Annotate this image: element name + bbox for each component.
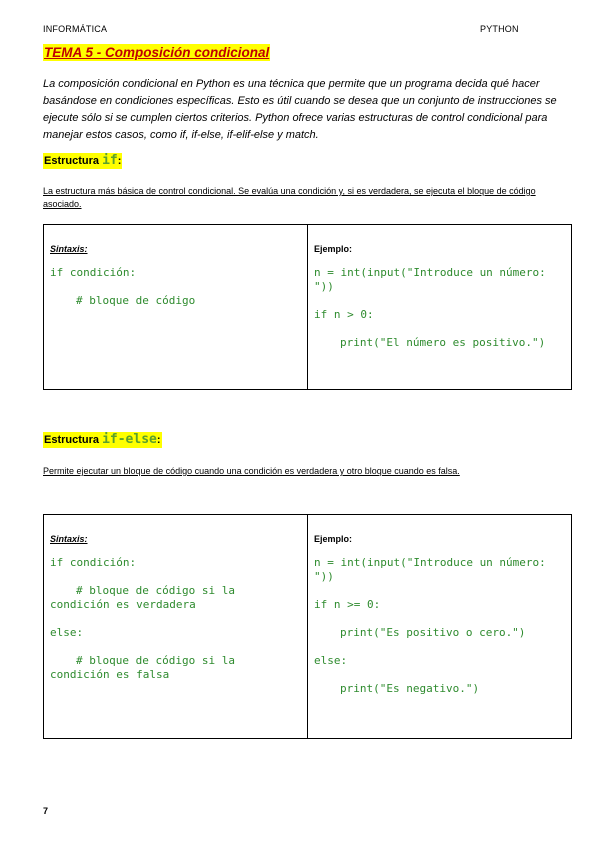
if-else-example-line: if n >= 0: [314, 598, 381, 611]
if-syntax-label: Sintaxis: [50, 244, 88, 254]
if-example-label: Ejemplo: [314, 244, 353, 254]
section-if-else-description: Permite ejecutar un bloque de código cuando una condición es verdadera y otro bloque cuando es falsa. [43, 466, 460, 476]
if-example-line: print("El número es positivo.") [340, 336, 546, 349]
section-if-title-prefix: Estructura [44, 155, 103, 167]
if-syntax-cell [44, 225, 308, 389]
if-else-syntax-line: # bloque de código si la condición es falsa [50, 654, 242, 681]
if-example-line: if n > 0: [314, 308, 374, 321]
section-if-else-title [43, 432, 162, 448]
page-number: 7 [43, 806, 49, 816]
if-example-line: n = int(input("Introduce un número: ")) [314, 266, 553, 293]
if-else-example-label: Ejemplo: [314, 534, 353, 544]
if-else-syntax-line: if condición: [50, 556, 137, 569]
if-else-syntax-line: else: [50, 626, 84, 639]
if-else-example-line: print("Es negativo.") [340, 682, 480, 695]
if-else-syntax-label: Sintaxis: [50, 534, 88, 544]
section-if-title-code: if [102, 153, 118, 168]
if-else-example-line: n = int(input("Introduce un número: ")) [314, 556, 553, 583]
page-title: TEMA 5 - Composición condicional [44, 45, 270, 60]
intro-paragraph: La composición condicional en Python es una técnica que permite que un programa decida qué hacer basándose en condiciones específicas. Esto es útil cuando se desea que un conjunto de instrucciones se ejecute sólo si se cumplen ciertos criterios. Python ofrece varias estructuras de control condicional para manejar estos casos, como if, if-else, if-elif-else y match. [43, 78, 557, 141]
if-else-example-line: else: [314, 654, 348, 667]
section-if-else-title-code: if-else [102, 432, 157, 447]
header-course: PYTHON [480, 24, 519, 34]
if-else-syntax-line: # bloque de código si la condición es verdadera [50, 584, 242, 611]
if-else-code-table [43, 514, 572, 739]
if-else-example-line: print("Es positivo o cero.") [340, 626, 526, 639]
section-if-title-suffix: : [117, 155, 122, 167]
if-syntax-line: if condición: [50, 266, 137, 279]
section-if-else-title-suffix: : [156, 434, 161, 446]
if-example-cell [308, 225, 571, 389]
if-else-syntax-cell [44, 515, 308, 738]
if-else-example-cell [308, 515, 571, 738]
if-code-table [43, 224, 572, 390]
section-if-title [43, 153, 122, 169]
if-syntax-line: # bloque de código [76, 294, 196, 307]
section-if-else-title-prefix: Estructura [44, 434, 103, 446]
section-if-description: La estructura más básica de control condicional. Se evalúa una condición y, si es verdadera, se ejecuta el bloque de código asociado. [43, 186, 536, 209]
header-subject: INFORMÁTICA [43, 24, 108, 34]
